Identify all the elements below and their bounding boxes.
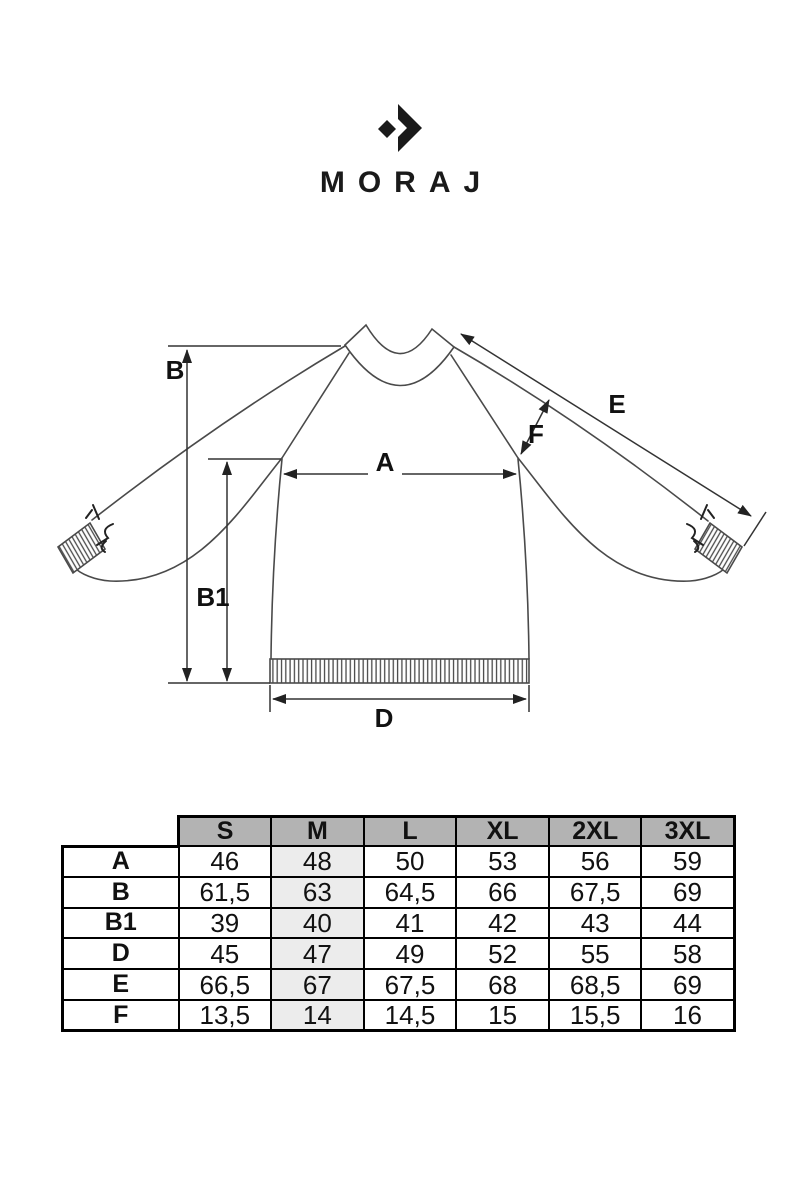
measurement-row-label: A xyxy=(63,846,179,877)
logo-diamond-icon xyxy=(378,120,396,138)
body-side-left xyxy=(271,459,282,659)
size-chart-table xyxy=(61,815,736,1032)
size-value-cell: 49 xyxy=(364,938,457,969)
label-E: E xyxy=(608,389,626,419)
size-value-cell: 16 xyxy=(641,1000,734,1031)
size-value-cell: 44 xyxy=(641,908,734,939)
table-row-b1 xyxy=(63,908,735,939)
size-value-cell: 66,5 xyxy=(179,969,272,1000)
size-value-cell: 69 xyxy=(641,877,734,908)
size-value-cell: 52 xyxy=(456,938,549,969)
table-row-f xyxy=(63,1000,735,1031)
label-A: A xyxy=(375,447,395,477)
garment-outline xyxy=(58,325,742,683)
size-value-cell: 68,5 xyxy=(549,969,642,1000)
size-column-header-s: S xyxy=(179,817,272,847)
size-value-cell: 63 xyxy=(271,877,364,908)
size-value-cell: 40 xyxy=(271,908,364,939)
label-B1: B1 xyxy=(196,582,230,612)
measurement-row-label: F xyxy=(63,1000,179,1031)
size-value-cell: 15,5 xyxy=(549,1000,642,1031)
size-value-cell: 69 xyxy=(641,969,734,1000)
raglan-seam-left xyxy=(282,353,349,458)
sweater-measurement-diagram xyxy=(0,300,800,740)
size-value-cell: 53 xyxy=(456,846,549,877)
sleeve-top-left xyxy=(92,346,345,520)
measurement-row-label: E xyxy=(63,969,179,1000)
label-B: B xyxy=(165,355,185,385)
table-row-a xyxy=(63,846,735,877)
gather-marks xyxy=(86,505,714,552)
size-value-cell: 43 xyxy=(549,908,642,939)
size-value-cell: 59 xyxy=(641,846,734,877)
size-column-header-l: L xyxy=(364,817,457,847)
label-D: D xyxy=(374,703,394,733)
sleeve-top-right xyxy=(454,347,708,521)
ext-line-cuff-right xyxy=(744,512,766,546)
measurement-row-label: B1 xyxy=(63,908,179,939)
size-value-cell: 45 xyxy=(179,938,272,969)
size-value-cell: 41 xyxy=(364,908,457,939)
size-column-header-2xl: 2XL xyxy=(549,817,642,847)
size-value-cell: 58 xyxy=(641,938,734,969)
label-F: F xyxy=(528,419,544,449)
size-column-header-xl: XL xyxy=(456,817,549,847)
hem-ribbing xyxy=(270,659,529,683)
measurement-row-label: D xyxy=(63,938,179,969)
sleeve-bottom-left xyxy=(74,458,282,581)
collar-outline xyxy=(345,325,454,354)
size-value-cell: 55 xyxy=(549,938,642,969)
size-value-cell: 14 xyxy=(271,1000,364,1031)
table-row-b xyxy=(63,877,735,908)
size-value-cell: 66 xyxy=(456,877,549,908)
dim-E xyxy=(461,334,751,516)
moraj-logo-icon xyxy=(355,95,445,165)
size-value-cell: 15 xyxy=(456,1000,549,1031)
size-value-cell: 67 xyxy=(271,969,364,1000)
table-row-d xyxy=(63,938,735,969)
size-value-cell: 13,5 xyxy=(179,1000,272,1031)
size-value-cell: 68 xyxy=(456,969,549,1000)
size-column-header-m: M xyxy=(271,817,364,847)
size-value-cell: 46 xyxy=(179,846,272,877)
size-value-cell: 47 xyxy=(271,938,364,969)
size-chart-header xyxy=(63,817,735,847)
table-corner-cell xyxy=(63,817,179,847)
body-side-right xyxy=(518,459,529,659)
size-value-cell: 61,5 xyxy=(179,877,272,908)
size-value-cell: 14,5 xyxy=(364,1000,457,1031)
size-value-cell: 50 xyxy=(364,846,457,877)
raglan-seam-right xyxy=(451,355,518,458)
size-value-cell: 39 xyxy=(179,908,272,939)
logo-chevron-icon xyxy=(398,104,422,152)
sleeve-bottom-right xyxy=(518,458,726,581)
size-value-cell: 56 xyxy=(549,846,642,877)
table-row-e xyxy=(63,969,735,1000)
measurement-row-label: B xyxy=(63,877,179,908)
size-column-header-3xl: 3XL xyxy=(641,817,734,847)
size-value-cell: 64,5 xyxy=(364,877,457,908)
brand-name: MORAJ xyxy=(319,166,494,199)
collar-base-curve xyxy=(345,345,454,386)
size-value-cell: 42 xyxy=(456,908,549,939)
cuff-left xyxy=(58,523,105,573)
size-value-cell: 48 xyxy=(271,846,364,877)
size-value-cell: 67,5 xyxy=(549,877,642,908)
cuff-right xyxy=(695,523,742,573)
dimension-lines xyxy=(165,334,766,712)
size-value-cell: 67,5 xyxy=(364,969,457,1000)
